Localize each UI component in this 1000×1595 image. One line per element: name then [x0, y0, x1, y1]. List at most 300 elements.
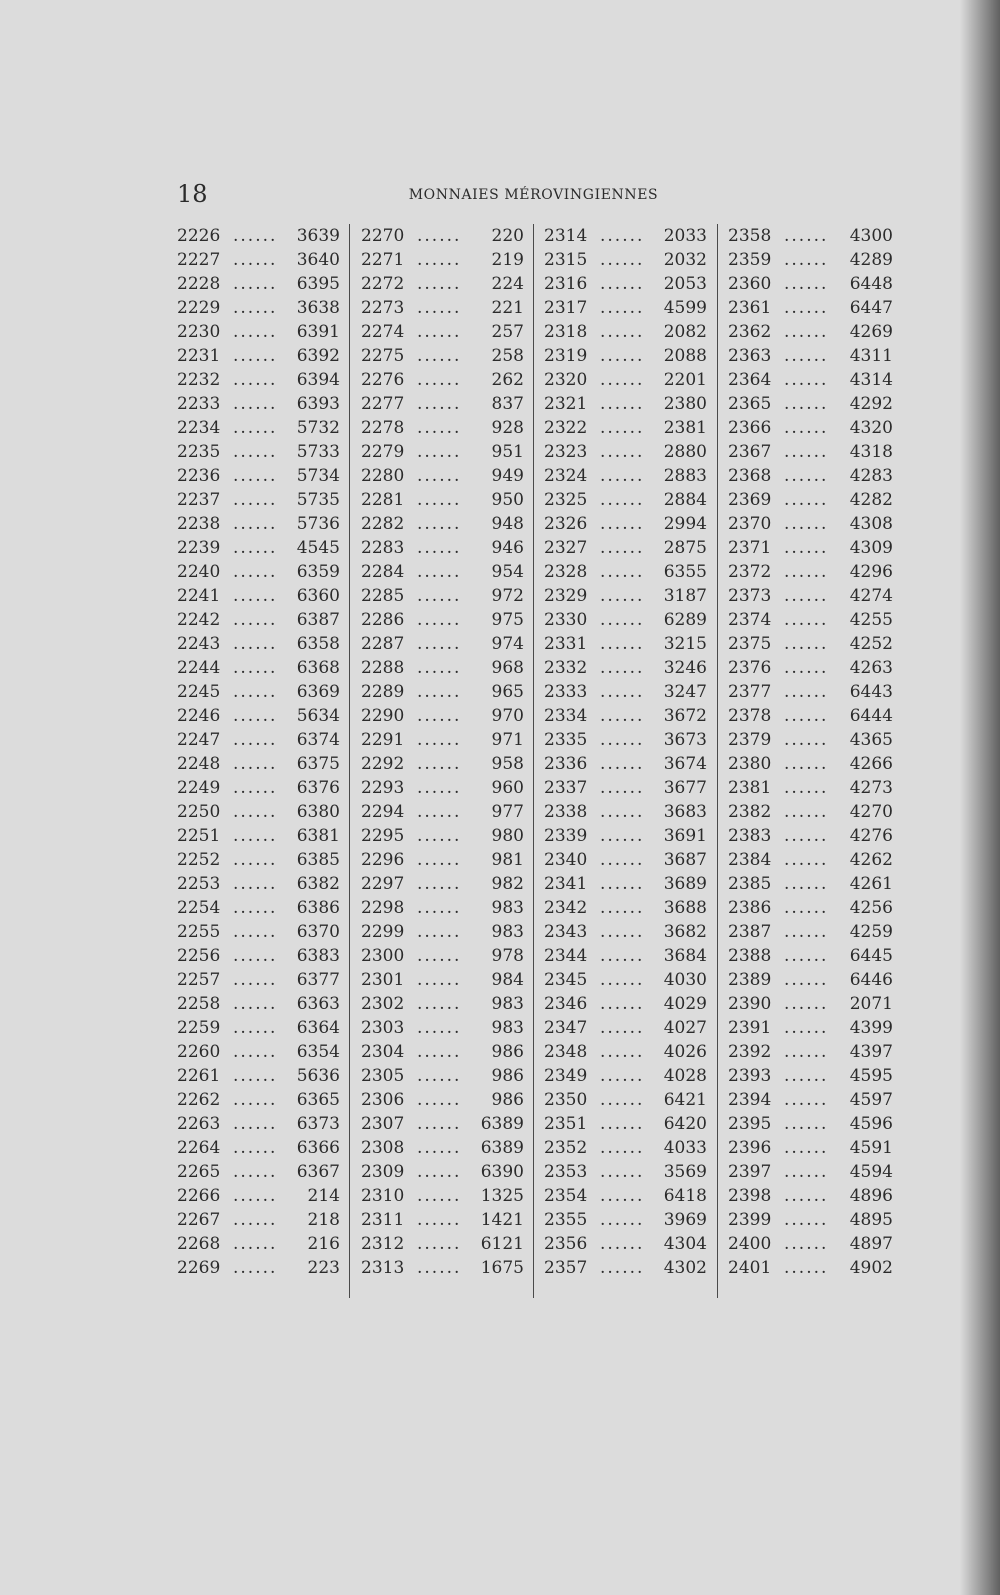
- column-divider: [349, 224, 350, 1298]
- reference-number: 4263: [849, 658, 893, 678]
- entry-number: 2340: [544, 850, 588, 870]
- reference-number: 4399: [849, 1018, 893, 1038]
- reference-number: 6376: [296, 778, 340, 798]
- reference-number: 4595: [849, 1066, 893, 1086]
- reference-number: 6389: [480, 1114, 524, 1134]
- leader-dots: ......: [417, 1186, 462, 1206]
- leader-dots: ......: [233, 1210, 278, 1230]
- entry-number: 2277: [361, 394, 405, 414]
- reference-number: 2053: [663, 274, 707, 294]
- entry-number: 2298: [361, 898, 405, 918]
- leader-dots: ......: [233, 1258, 278, 1278]
- reference-number: 975: [491, 610, 524, 630]
- leader-dots: ......: [784, 346, 829, 366]
- reference-number: 4309: [849, 538, 893, 558]
- table-row: [177, 440, 340, 464]
- reference-number: 262: [491, 370, 524, 390]
- entry-number: 2343: [544, 922, 588, 942]
- reference-number: 949: [491, 466, 524, 486]
- entry-number: 2274: [361, 322, 405, 342]
- table-row: [728, 512, 893, 536]
- leader-dots: ......: [417, 706, 462, 726]
- reference-number: 3246: [663, 658, 707, 678]
- leader-dots: ......: [417, 1162, 462, 1182]
- table-row: [728, 872, 893, 896]
- reference-number: 970: [491, 706, 524, 726]
- leader-dots: ......: [417, 1234, 462, 1254]
- leader-dots: ......: [600, 1138, 645, 1158]
- page-number: 18: [177, 180, 208, 208]
- leader-dots: ......: [233, 634, 278, 654]
- leader-dots: ......: [417, 1258, 462, 1278]
- leader-dots: ......: [784, 922, 829, 942]
- reference-number: 972: [491, 586, 524, 606]
- table-row: [544, 272, 707, 296]
- reference-number: 6420: [663, 1114, 707, 1134]
- entry-number: 2295: [361, 826, 405, 846]
- table-row: [728, 1160, 893, 1184]
- table-row: [544, 392, 707, 416]
- reference-number: 981: [491, 850, 524, 870]
- leader-dots: ......: [233, 1186, 278, 1206]
- entry-number: 2228: [177, 274, 221, 294]
- leader-dots: ......: [417, 1210, 462, 1230]
- reference-number: 3689: [663, 874, 707, 894]
- table-row: [544, 512, 707, 536]
- leader-dots: ......: [417, 922, 462, 942]
- reference-number: 3969: [663, 1210, 707, 1230]
- reference-number: 6355: [663, 562, 707, 582]
- reference-number: 2088: [663, 346, 707, 366]
- reference-number: 6289: [663, 610, 707, 630]
- leader-dots: ......: [600, 1234, 645, 1254]
- reference-number: 216: [307, 1234, 340, 1254]
- reference-number: 951: [491, 442, 524, 462]
- reference-number: 4259: [849, 922, 893, 942]
- reference-number: 6447: [849, 298, 893, 318]
- reference-number: 2381: [663, 418, 707, 438]
- reference-number: 954: [491, 562, 524, 582]
- entry-number: 2285: [361, 586, 405, 606]
- table-row: [728, 776, 893, 800]
- leader-dots: ......: [417, 1114, 462, 1134]
- leader-dots: ......: [233, 1234, 278, 1254]
- table-row: [177, 848, 340, 872]
- leader-dots: ......: [600, 418, 645, 438]
- table-row: [361, 1112, 524, 1136]
- table-row: [361, 224, 524, 248]
- leader-dots: ......: [600, 1186, 645, 1206]
- leader-dots: ......: [600, 994, 645, 1014]
- reference-number: 4252: [849, 634, 893, 654]
- table-row: [361, 896, 524, 920]
- table-row: [361, 1016, 524, 1040]
- reference-number: 224: [491, 274, 524, 294]
- reference-number: 6445: [849, 946, 893, 966]
- entry-number: 2281: [361, 490, 405, 510]
- reference-number: 4304: [663, 1234, 707, 1254]
- reference-number: 984: [491, 970, 524, 990]
- entry-number: 2253: [177, 874, 221, 894]
- table-row: [544, 728, 707, 752]
- table-row: [177, 704, 340, 728]
- reference-number: 6392: [296, 346, 340, 366]
- leader-dots: ......: [233, 538, 278, 558]
- reference-number: 4030: [663, 970, 707, 990]
- leader-dots: ......: [600, 490, 645, 510]
- table-row: [177, 560, 340, 584]
- leader-dots: ......: [600, 610, 645, 630]
- reference-number: 2201: [663, 370, 707, 390]
- reference-number: 982: [491, 874, 524, 894]
- entry-number: 2250: [177, 802, 221, 822]
- leader-dots: ......: [600, 346, 645, 366]
- reference-number: 6390: [480, 1162, 524, 1182]
- reference-number: 2380: [663, 394, 707, 414]
- entry-number: 2323: [544, 442, 588, 462]
- leader-dots: ......: [417, 394, 462, 414]
- table-row: [544, 920, 707, 944]
- entry-number: 2262: [177, 1090, 221, 1110]
- leader-dots: ......: [233, 1042, 278, 1062]
- leader-dots: ......: [600, 394, 645, 414]
- entry-number: 2330: [544, 610, 588, 630]
- entry-number: 2336: [544, 754, 588, 774]
- reference-number: 6368: [296, 658, 340, 678]
- table-row: [361, 1184, 524, 1208]
- reference-number: 4365: [849, 730, 893, 750]
- reference-number: 4897: [849, 1234, 893, 1254]
- leader-dots: ......: [417, 586, 462, 606]
- entry-number: 2316: [544, 274, 588, 294]
- reference-number: 5636: [296, 1066, 340, 1086]
- table-row: [177, 1160, 340, 1184]
- table-row: [728, 344, 893, 368]
- entry-number: 2342: [544, 898, 588, 918]
- table-row: [728, 1136, 893, 1160]
- entry-number: 2315: [544, 250, 588, 270]
- entry-number: 2237: [177, 490, 221, 510]
- entry-number: 2327: [544, 538, 588, 558]
- entry-number: 2366: [728, 418, 772, 438]
- table-row: [544, 560, 707, 584]
- leader-dots: ......: [417, 898, 462, 918]
- leader-dots: ......: [784, 1066, 829, 1086]
- entry-number: 2275: [361, 346, 405, 366]
- table-row: [177, 344, 340, 368]
- table-row: [544, 224, 707, 248]
- table-row: [361, 1232, 524, 1256]
- table-row: [361, 584, 524, 608]
- leader-dots: ......: [233, 586, 278, 606]
- leader-dots: ......: [600, 874, 645, 894]
- reference-number: 6369: [296, 682, 340, 702]
- entry-number: 2388: [728, 946, 772, 966]
- table-row: [728, 1088, 893, 1112]
- leader-dots: ......: [784, 994, 829, 1014]
- reference-number: 6354: [296, 1042, 340, 1062]
- reference-number: 983: [491, 922, 524, 942]
- entry-number: 2341: [544, 874, 588, 894]
- reference-number: 4308: [849, 514, 893, 534]
- reference-number: 4255: [849, 610, 893, 630]
- table-row: [361, 1040, 524, 1064]
- table-row: [544, 440, 707, 464]
- entry-number: 2337: [544, 778, 588, 798]
- reference-number: 2032: [663, 250, 707, 270]
- entry-number: 2350: [544, 1090, 588, 1110]
- entry-number: 2280: [361, 466, 405, 486]
- entry-number: 2270: [361, 226, 405, 246]
- column-divider: [717, 224, 718, 1298]
- table-row: [728, 704, 893, 728]
- table-row: [177, 1088, 340, 1112]
- table-column-2: [361, 224, 524, 1298]
- leader-dots: ......: [784, 274, 829, 294]
- entry-number: 2269: [177, 1258, 221, 1278]
- leader-dots: ......: [233, 706, 278, 726]
- leader-dots: ......: [784, 658, 829, 678]
- reference-number: 223: [307, 1258, 340, 1278]
- table-row: [361, 416, 524, 440]
- entry-number: 2332: [544, 658, 588, 678]
- table-row: [544, 536, 707, 560]
- leader-dots: ......: [784, 610, 829, 630]
- entry-number: 2303: [361, 1018, 405, 1038]
- table-row: [361, 344, 524, 368]
- table-row: [177, 752, 340, 776]
- entry-number: 2372: [728, 562, 772, 582]
- entry-number: 2293: [361, 778, 405, 798]
- table-row: [361, 488, 524, 512]
- table-row: [177, 392, 340, 416]
- entry-number: 2302: [361, 994, 405, 1014]
- reference-number: 5634: [296, 706, 340, 726]
- table-row: [177, 512, 340, 536]
- table-row: [361, 920, 524, 944]
- leader-dots: ......: [233, 658, 278, 678]
- table-row: [728, 896, 893, 920]
- reference-number: 6443: [849, 682, 893, 702]
- table-row: [361, 680, 524, 704]
- table-row: [361, 536, 524, 560]
- entry-number: 2248: [177, 754, 221, 774]
- reference-number: 3215: [663, 634, 707, 654]
- entry-number: 2345: [544, 970, 588, 990]
- leader-dots: ......: [784, 754, 829, 774]
- reference-number: 4269: [849, 322, 893, 342]
- table-column-1: [177, 224, 340, 1298]
- entry-number: 2304: [361, 1042, 405, 1062]
- entry-number: 2290: [361, 706, 405, 726]
- reference-number: 4256: [849, 898, 893, 918]
- entry-number: 2378: [728, 706, 772, 726]
- leader-dots: ......: [233, 778, 278, 798]
- reference-number: 6389: [480, 1138, 524, 1158]
- reference-number: 6387: [296, 610, 340, 630]
- leader-dots: ......: [233, 682, 278, 702]
- reference-number: 3187: [663, 586, 707, 606]
- leader-dots: ......: [233, 922, 278, 942]
- table-row: [544, 416, 707, 440]
- table-row: [361, 608, 524, 632]
- reference-number: 3673: [663, 730, 707, 750]
- leader-dots: ......: [600, 1018, 645, 1038]
- table-row: [544, 824, 707, 848]
- entry-number: 2299: [361, 922, 405, 942]
- entry-number: 2386: [728, 898, 772, 918]
- table-row: [177, 656, 340, 680]
- leader-dots: ......: [417, 274, 462, 294]
- table-row: [544, 1256, 707, 1280]
- reference-number: 4027: [663, 1018, 707, 1038]
- reference-number: 986: [491, 1042, 524, 1062]
- reference-number: 4300: [849, 226, 893, 246]
- reference-number: 6366: [296, 1138, 340, 1158]
- reference-number: 4314: [849, 370, 893, 390]
- entry-number: 2335: [544, 730, 588, 750]
- leader-dots: ......: [600, 514, 645, 534]
- leader-dots: ......: [233, 1018, 278, 1038]
- table-row: [544, 1112, 707, 1136]
- reference-number: 4266: [849, 754, 893, 774]
- entry-number: 2261: [177, 1066, 221, 1086]
- leader-dots: ......: [784, 370, 829, 390]
- table-row: [177, 992, 340, 1016]
- entry-number: 2252: [177, 850, 221, 870]
- table-row: [728, 1256, 893, 1280]
- entry-number: 2246: [177, 706, 221, 726]
- table-row: [728, 752, 893, 776]
- page-edge-shadow: [960, 0, 1000, 1595]
- leader-dots: ......: [600, 298, 645, 318]
- table-row: [544, 584, 707, 608]
- leader-dots: ......: [233, 826, 278, 846]
- entry-number: 2296: [361, 850, 405, 870]
- leader-dots: ......: [417, 802, 462, 822]
- entry-number: 2368: [728, 466, 772, 486]
- table-row: [361, 320, 524, 344]
- leader-dots: ......: [784, 1210, 829, 1230]
- leader-dots: ......: [233, 226, 278, 246]
- table-row: [177, 944, 340, 968]
- reference-number: 5732: [296, 418, 340, 438]
- leader-dots: ......: [784, 1186, 829, 1206]
- table-row: [177, 1040, 340, 1064]
- entry-number: 2375: [728, 634, 772, 654]
- table-row: [728, 248, 893, 272]
- reference-number: 965: [491, 682, 524, 702]
- reference-number: 6446: [849, 970, 893, 990]
- table-row: [177, 824, 340, 848]
- leader-dots: ......: [233, 898, 278, 918]
- entry-number: 2260: [177, 1042, 221, 1062]
- entry-number: 2390: [728, 994, 772, 1014]
- leader-dots: ......: [417, 346, 462, 366]
- table-row: [728, 464, 893, 488]
- table-row: [728, 824, 893, 848]
- reference-number: 3687: [663, 850, 707, 870]
- entry-number: 2338: [544, 802, 588, 822]
- leader-dots: ......: [784, 898, 829, 918]
- reference-number: 4270: [849, 802, 893, 822]
- entry-number: 2376: [728, 658, 772, 678]
- leader-dots: ......: [417, 418, 462, 438]
- table-row: [544, 1184, 707, 1208]
- leader-dots: ......: [233, 994, 278, 1014]
- leader-dots: ......: [784, 1138, 829, 1158]
- entry-number: 2244: [177, 658, 221, 678]
- entry-number: 2397: [728, 1162, 772, 1182]
- entry-number: 2236: [177, 466, 221, 486]
- leader-dots: ......: [233, 250, 278, 270]
- leader-dots: ......: [417, 610, 462, 630]
- leader-dots: ......: [233, 514, 278, 534]
- table-row: [177, 296, 340, 320]
- reference-number: 6421: [663, 1090, 707, 1110]
- reference-number: 950: [491, 490, 524, 510]
- table-row: [728, 1064, 893, 1088]
- entry-number: 2265: [177, 1162, 221, 1182]
- reference-number: 4282: [849, 490, 893, 510]
- entry-number: 2374: [728, 610, 772, 630]
- leader-dots: ......: [600, 1114, 645, 1134]
- entry-number: 2371: [728, 538, 772, 558]
- table-row: [361, 296, 524, 320]
- reference-number: 960: [491, 778, 524, 798]
- leader-dots: ......: [417, 538, 462, 558]
- table-row: [728, 584, 893, 608]
- leader-dots: ......: [417, 826, 462, 846]
- table-row: [544, 1160, 707, 1184]
- reference-number: 4276: [849, 826, 893, 846]
- table-row: [544, 1136, 707, 1160]
- table-row: [361, 1256, 524, 1280]
- entry-number: 2313: [361, 1258, 405, 1278]
- table-row: [544, 872, 707, 896]
- leader-dots: ......: [784, 442, 829, 462]
- table-row: [361, 368, 524, 392]
- table-row: [728, 272, 893, 296]
- leader-dots: ......: [417, 226, 462, 246]
- leader-dots: ......: [600, 826, 645, 846]
- leader-dots: ......: [233, 1090, 278, 1110]
- reference-number: 4262: [849, 850, 893, 870]
- table-row: [544, 488, 707, 512]
- reference-number: 4599: [663, 298, 707, 318]
- leader-dots: ......: [600, 1066, 645, 1086]
- entry-number: 2240: [177, 562, 221, 582]
- reference-number: 4296: [849, 562, 893, 582]
- table-row: [544, 848, 707, 872]
- table-row: [177, 728, 340, 752]
- reference-number: 5733: [296, 442, 340, 462]
- entry-number: 2373: [728, 586, 772, 606]
- table-row: [728, 632, 893, 656]
- leader-dots: ......: [784, 682, 829, 702]
- leader-dots: ......: [233, 1138, 278, 1158]
- entry-number: 2318: [544, 322, 588, 342]
- reference-number: 4026: [663, 1042, 707, 1062]
- entry-number: 2268: [177, 1234, 221, 1254]
- leader-dots: ......: [784, 418, 829, 438]
- table-row: [361, 1136, 524, 1160]
- entry-number: 2382: [728, 802, 772, 822]
- reference-number: 974: [491, 634, 524, 654]
- entry-number: 2380: [728, 754, 772, 774]
- reference-number: 977: [491, 802, 524, 822]
- entry-number: 2339: [544, 826, 588, 846]
